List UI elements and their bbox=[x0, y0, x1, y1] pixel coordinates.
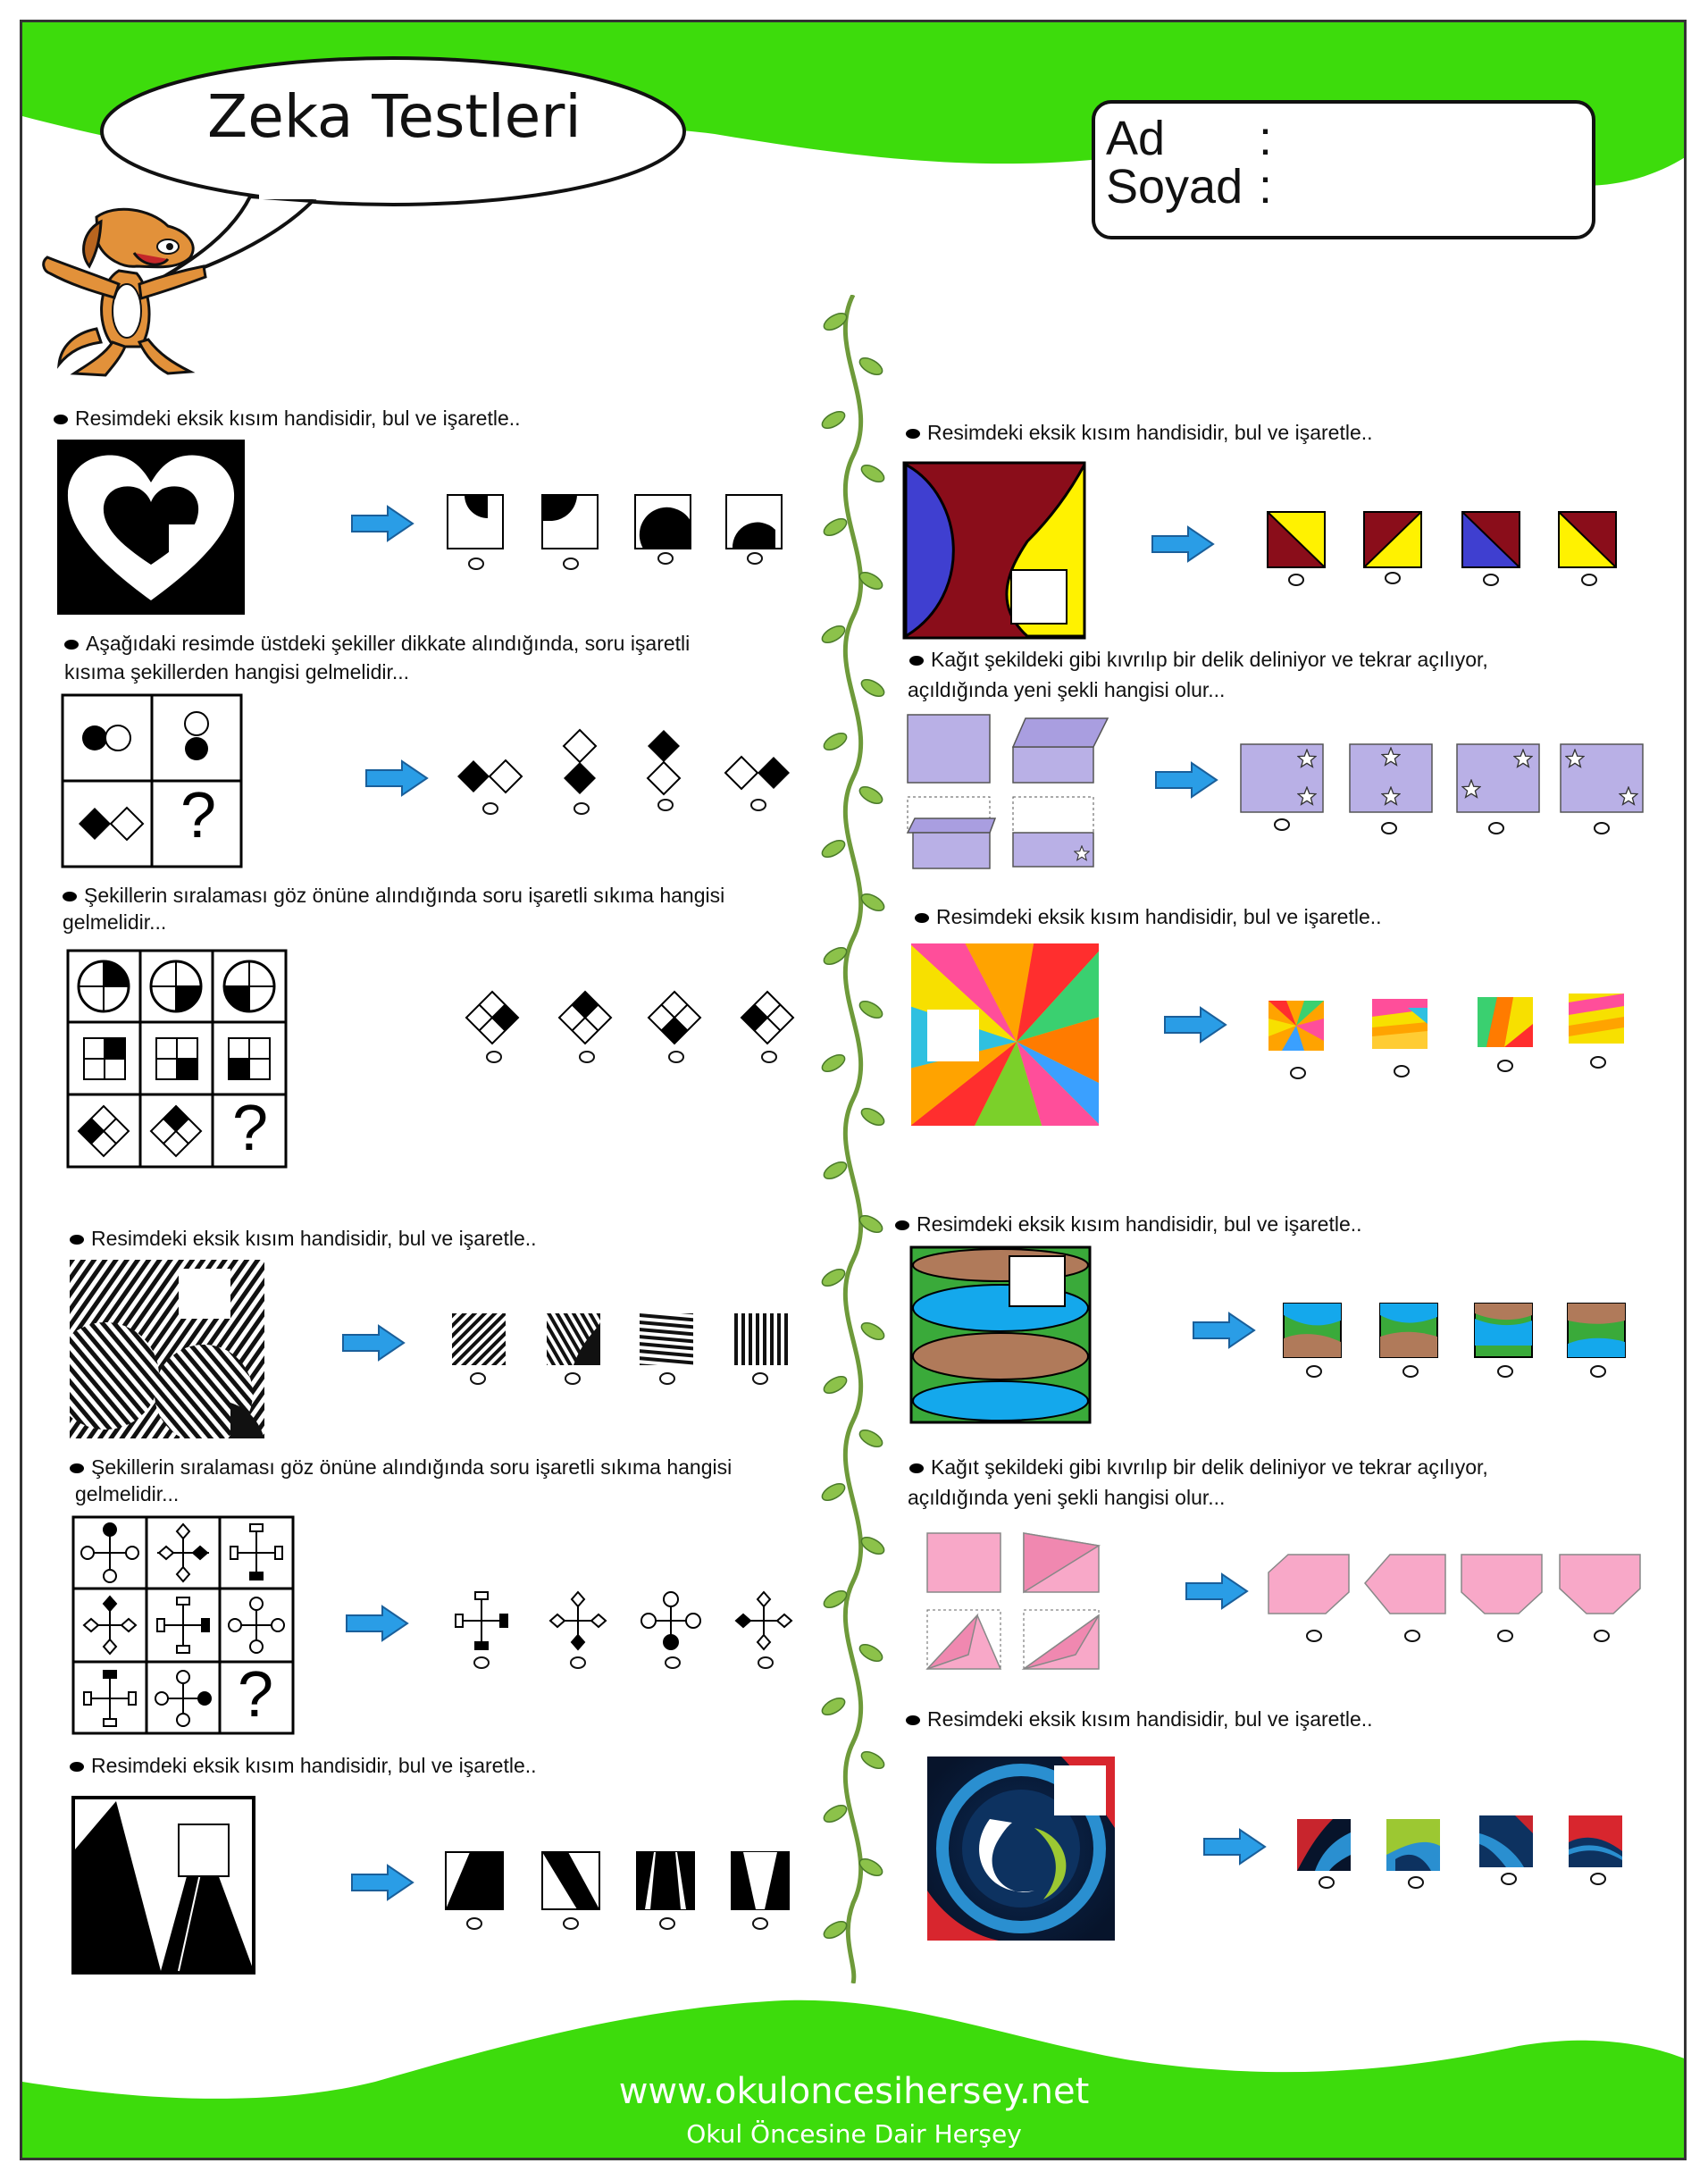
ellipses-option-1 bbox=[1283, 1303, 1342, 1358]
stripes-option-2 bbox=[547, 1313, 600, 1365]
right-arrow-icon bbox=[341, 1324, 406, 1362]
circular-option-1 bbox=[1297, 1819, 1351, 1871]
shapes-option-4 bbox=[724, 754, 793, 792]
order-option-1-radio[interactable] bbox=[486, 1051, 502, 1063]
rainbow-option-3-radio[interactable] bbox=[1497, 1060, 1513, 1072]
question-3-text: Şekillerin sıralaması göz önüne alındığında soru işaretli sıkıma hangisi bbox=[63, 881, 724, 910]
heart-option-2-radio[interactable] bbox=[563, 558, 579, 570]
ellipses-option-2 bbox=[1379, 1303, 1438, 1358]
heart-option-4-radio[interactable] bbox=[747, 552, 763, 565]
rainbow-option-2 bbox=[1372, 999, 1428, 1049]
symbols-option-4 bbox=[733, 1590, 795, 1653]
rainbow-option-4-radio[interactable] bbox=[1590, 1056, 1606, 1069]
circular-option-1-radio[interactable] bbox=[1319, 1876, 1335, 1889]
stripes-option-3 bbox=[640, 1313, 693, 1365]
ellipses-puzzle-image bbox=[909, 1245, 1092, 1424]
question-2-text-line2: kısıma şekillerden hangisi gelmelidir... bbox=[64, 660, 410, 683]
circular-option-4-radio[interactable] bbox=[1590, 1873, 1606, 1885]
paper-option-1-radio[interactable] bbox=[1274, 818, 1290, 831]
paper-option-2-radio[interactable] bbox=[1381, 822, 1397, 834]
question-8-text: Kağıt şekildeki gibi kıvrılıp bir delik deliniyor ve tekrar açılıyor, bbox=[909, 645, 1488, 675]
stripes-puzzle-image bbox=[70, 1260, 264, 1438]
heart-option-1-radio[interactable] bbox=[468, 558, 484, 570]
maroon-option-3 bbox=[1461, 511, 1520, 568]
paper-fold-steps-image bbox=[906, 713, 1113, 870]
question-11-text-line2: açıldığında yeni şekli hangisi olur... bbox=[908, 1486, 1226, 1509]
symbols-option-2-radio[interactable] bbox=[570, 1656, 586, 1669]
maroon-option-1-radio[interactable] bbox=[1288, 574, 1304, 586]
shapes-option-3-radio[interactable] bbox=[657, 799, 674, 811]
triangles-option-2-radio[interactable] bbox=[563, 1917, 579, 1930]
right-arrow-icon bbox=[1151, 525, 1215, 563]
triangles-puzzle-image bbox=[71, 1796, 255, 1975]
heart-option-3-radio[interactable] bbox=[657, 552, 674, 565]
order-option-4 bbox=[740, 990, 795, 1045]
paper-option-4-radio[interactable] bbox=[1594, 822, 1610, 834]
symbols-grid-question-mark: ? bbox=[238, 1659, 274, 1731]
question-8-text-line2: açıldığında yeni şekli hangisi olur... bbox=[908, 678, 1226, 701]
heart-puzzle-image bbox=[57, 440, 245, 615]
surname-colon: : bbox=[1259, 160, 1273, 214]
symbols-option-1-radio[interactable] bbox=[473, 1656, 490, 1669]
order-option-2-radio[interactable] bbox=[579, 1051, 595, 1063]
stripes-option-4-radio[interactable] bbox=[752, 1372, 768, 1385]
maroon-option-4 bbox=[1558, 511, 1617, 568]
paper-option-1 bbox=[1240, 743, 1324, 813]
triangles-option-4 bbox=[731, 1851, 790, 1910]
circular-art-puzzle-image bbox=[927, 1757, 1115, 1941]
heart-option-3 bbox=[634, 494, 691, 549]
circular-option-4 bbox=[1569, 1815, 1622, 1867]
question-1-text: Resimdeki eksik kısım handisidir, bul ve işaretle.. bbox=[54, 404, 521, 433]
right-arrow-icon bbox=[1185, 1572, 1249, 1610]
ellipses-option-2-radio[interactable] bbox=[1402, 1365, 1419, 1378]
order-option-4-radio[interactable] bbox=[761, 1051, 777, 1063]
rainbow-option-1-radio[interactable] bbox=[1290, 1067, 1306, 1079]
maroon-option-2 bbox=[1363, 511, 1422, 568]
name-box bbox=[1092, 100, 1595, 239]
pink-option-1-radio[interactable] bbox=[1306, 1630, 1322, 1642]
rainbow-option-4 bbox=[1569, 994, 1624, 1044]
stripes-option-3-radio[interactable] bbox=[659, 1372, 675, 1385]
shapes-option-4-radio[interactable] bbox=[750, 799, 766, 811]
shapes-option-3 bbox=[645, 728, 682, 798]
circular-option-3-radio[interactable] bbox=[1501, 1873, 1517, 1885]
symbols-option-3 bbox=[640, 1590, 702, 1653]
stripes-option-2-radio[interactable] bbox=[565, 1372, 581, 1385]
rainbow-option-2-radio[interactable] bbox=[1394, 1065, 1410, 1077]
page-title: Zeka Testleri bbox=[207, 82, 582, 151]
name-label: Ad bbox=[1106, 112, 1166, 165]
order-option-3 bbox=[647, 990, 702, 1045]
order-option-2 bbox=[557, 990, 613, 1045]
pink-option-4 bbox=[1558, 1553, 1642, 1615]
question-4-text: Resimdeki eksik kısım handisidir, bul ve işaretle.. bbox=[70, 1224, 537, 1254]
dog-mascot-icon bbox=[34, 204, 213, 382]
right-arrow-icon bbox=[350, 1864, 414, 1901]
symbols-option-3-radio[interactable] bbox=[665, 1656, 681, 1669]
question-7-text: Resimdeki eksik kısım handisidir, bul ve işaretle.. bbox=[906, 418, 1373, 448]
heart-option-1 bbox=[447, 494, 504, 549]
heart-option-4 bbox=[725, 494, 783, 549]
symbols-option-1 bbox=[452, 1590, 511, 1653]
right-arrow-icon bbox=[1163, 1006, 1227, 1044]
ellipses-option-3 bbox=[1474, 1303, 1533, 1358]
triangles-option-4-radio[interactable] bbox=[752, 1917, 768, 1930]
maroon-option-4-radio[interactable] bbox=[1581, 574, 1597, 586]
ellipses-option-4-radio[interactable] bbox=[1590, 1365, 1606, 1378]
stripes-option-4 bbox=[734, 1313, 788, 1365]
ellipses-option-4 bbox=[1567, 1303, 1626, 1358]
rainbow-option-1 bbox=[1268, 1001, 1324, 1051]
right-arrow-icon bbox=[1192, 1312, 1256, 1349]
question-11-text: Kağıt şekildeki gibi kıvrılıp bir delik deliniyor ve tekrar açılıyor, bbox=[909, 1453, 1488, 1482]
pink-option-3 bbox=[1460, 1553, 1544, 1615]
triangles-option-2 bbox=[541, 1851, 600, 1910]
question-5-text-line2: gelmelidir... bbox=[75, 1482, 180, 1505]
question-5-text: Şekillerin sıralaması göz önüne alındığında soru işaretli sıkıma hangisi bbox=[70, 1453, 732, 1482]
symbols-option-2 bbox=[547, 1590, 609, 1653]
question-3-text-line2: gelmelidir... bbox=[63, 910, 167, 934]
paper-option-3-radio[interactable] bbox=[1488, 822, 1504, 834]
shapes-option-1 bbox=[456, 758, 525, 795]
maroon-option-1 bbox=[1267, 511, 1326, 568]
footer-tagline: Okul Öncesine Dair Herşey bbox=[686, 2119, 1022, 2149]
triangles-option-3 bbox=[636, 1851, 695, 1910]
question-10-text: Resimdeki eksik kısım handisidir, bul ve işaretle.. bbox=[895, 1210, 1362, 1239]
pink-option-2 bbox=[1363, 1553, 1447, 1615]
question-9-text: Resimdeki eksik kısım handisidir, bul ve işaretle.. bbox=[915, 902, 1382, 932]
circular-option-3 bbox=[1479, 1815, 1533, 1867]
stripes-option-1-radio[interactable] bbox=[470, 1372, 486, 1385]
surname-label: Soyad bbox=[1106, 160, 1243, 214]
right-arrow-icon bbox=[364, 759, 429, 797]
maroon-option-3-radio[interactable] bbox=[1483, 574, 1499, 586]
ellipses-option-1-radio[interactable] bbox=[1306, 1365, 1322, 1378]
order-option-1 bbox=[465, 990, 520, 1045]
grid-question-mark: ? bbox=[180, 780, 217, 851]
question-2-text: Aşağıdaki resimde üstdeki şekiller dikkate alındığında, soru işaretli bbox=[64, 629, 690, 658]
stripes-option-1 bbox=[452, 1313, 506, 1365]
triangles-option-1 bbox=[445, 1851, 504, 1910]
rainbow-option-3 bbox=[1478, 997, 1533, 1047]
shapes-option-2 bbox=[561, 728, 599, 798]
pink-fold-steps-image bbox=[924, 1530, 1106, 1674]
pink-option-2-radio[interactable] bbox=[1404, 1630, 1420, 1642]
pink-option-4-radio[interactable] bbox=[1594, 1630, 1610, 1642]
paper-option-4 bbox=[1560, 743, 1644, 813]
right-arrow-icon bbox=[345, 1605, 409, 1642]
paper-option-2 bbox=[1349, 743, 1433, 813]
order-grid-question-mark: ? bbox=[232, 1093, 269, 1164]
maroon-puzzle-image bbox=[902, 461, 1086, 640]
pink-option-1 bbox=[1267, 1553, 1351, 1615]
order-option-3-radio[interactable] bbox=[668, 1051, 684, 1063]
footer-url[interactable]: www.okuloncesihersey.net bbox=[618, 2071, 1090, 2112]
shapes-option-2-radio[interactable] bbox=[574, 802, 590, 815]
triangles-option-1-radio[interactable] bbox=[466, 1917, 482, 1930]
circular-option-2 bbox=[1386, 1819, 1440, 1871]
name-colon: : bbox=[1259, 112, 1273, 165]
question-6-text: Resimdeki eksik kısım handisidir, bul ve işaretle.. bbox=[70, 1751, 537, 1781]
ellipses-option-3-radio[interactable] bbox=[1497, 1365, 1513, 1378]
triangles-option-3-radio[interactable] bbox=[659, 1917, 675, 1930]
pink-option-3-radio[interactable] bbox=[1497, 1630, 1513, 1642]
symbols-option-4-radio[interactable] bbox=[758, 1656, 774, 1669]
shapes-option-1-radio[interactable] bbox=[482, 802, 498, 815]
maroon-option-2-radio[interactable] bbox=[1385, 572, 1401, 584]
rainbow-puzzle-image bbox=[911, 943, 1099, 1126]
paper-option-3 bbox=[1456, 743, 1540, 813]
right-arrow-icon bbox=[350, 505, 414, 542]
circular-option-2-radio[interactable] bbox=[1408, 1876, 1424, 1889]
question-12-text: Resimdeki eksik kısım handisidir, bul ve işaretle.. bbox=[906, 1705, 1373, 1734]
vine-divider-icon bbox=[817, 295, 889, 1983]
right-arrow-icon bbox=[1154, 761, 1218, 799]
heart-option-2 bbox=[541, 494, 599, 549]
right-arrow-icon bbox=[1202, 1828, 1267, 1866]
